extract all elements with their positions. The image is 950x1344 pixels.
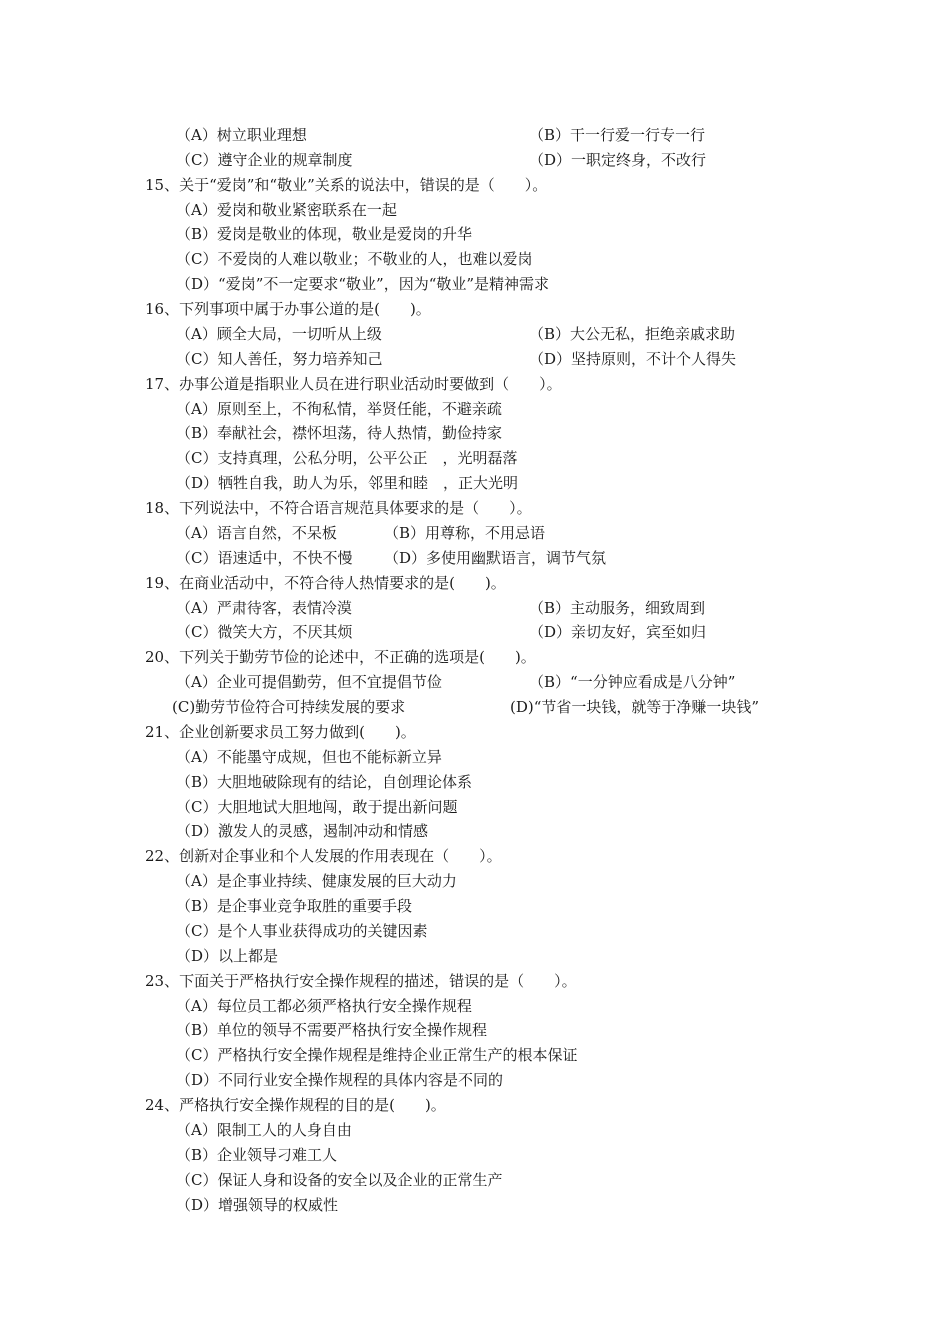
option-d: （D）亲切友好，宾至如归	[529, 623, 707, 641]
option-a: （A）爱岗和敬业紧密联系在一起	[176, 201, 397, 219]
option-a: （A）树立职业理想	[176, 126, 307, 144]
option-a: （A）不能墨守成规，但也不能标新立异	[176, 748, 442, 766]
question-22-stem: 22、创新对企事业和个人发展的作用表现在（ ）。	[145, 847, 502, 865]
option-a: （A）顾全大局，一切听从上级	[176, 325, 382, 343]
option-b: （B）企业领导刁难工人	[176, 1146, 338, 1164]
option-d: （D）一职定终身，不改行	[529, 151, 707, 169]
option-b: （B）是企事业竞争取胜的重要手段	[176, 897, 413, 915]
option-c: （C）大胆地试大胆地闯，敢于提出新问题	[176, 798, 458, 816]
option-row	[172, 695, 760, 720]
option-c: （C）保证人身和设备的安全以及企业的正常生产	[176, 1171, 503, 1189]
option-row	[176, 148, 707, 173]
option-d: （D）“爱岗”不一定要求“敬业”，因为“敬业”是精神需求	[176, 275, 550, 293]
option-d: （D）以上都是	[176, 947, 279, 965]
option-b: （B）用尊称，不用忌语	[384, 524, 546, 542]
option-c: （C）遵守企业的规章制度	[176, 151, 353, 169]
question-23-stem: 23、下面关于严格执行安全操作规程的描述，错误的是（ ）。	[145, 972, 577, 990]
option-a: （A）严肃待客，表情冷漠	[176, 599, 352, 617]
option-b: （B）大公无私，拒绝亲戚求助	[529, 325, 736, 343]
question-16-stem: 16、下列事项中属于办事公道的是( )。	[145, 300, 431, 318]
option-c: （C）微笑大方，不厌其烦	[176, 623, 353, 641]
option-d: (D)“节省一块钱，就等于净赚一块钱”	[510, 698, 760, 716]
option-row	[176, 521, 546, 546]
option-b: （B）“一分钟应看成是八分钟”	[529, 673, 736, 691]
option-c: （C）严格执行安全操作规程是维持企业正常生产的根本保证	[176, 1046, 578, 1064]
question-24-stem: 24、严格执行安全操作规程的目的是( )。	[145, 1096, 446, 1114]
option-row	[176, 123, 706, 148]
option-a: （A）限制工人的人身自由	[176, 1121, 352, 1139]
option-row	[176, 670, 736, 695]
option-b: （B）爱岗是敬业的体现，敬业是爱岗的升华	[176, 225, 473, 243]
option-a: （A）原则至上，不徇私情，举贤任能，不避亲疏	[176, 400, 502, 418]
option-b: （B）大胆地破除现有的结论，自创理论体系	[176, 773, 473, 791]
option-c: （C）是个人事业获得成功的关键因素	[176, 922, 428, 940]
question-19-stem: 19、在商业活动中，不符合待人热情要求的是( )。	[145, 574, 506, 592]
question-21-stem: 21、企业创新要求员工努力做到( )。	[145, 723, 416, 741]
option-d: （D）不同行业安全操作规程的具体内容是不同的	[176, 1071, 504, 1089]
option-a: （A）企业可提倡勤劳，但不宜提倡节俭	[176, 673, 442, 691]
option-b: （B）单位的领导不需要严格执行安全操作规程	[176, 1021, 488, 1039]
question-18-stem: 18、下列说法中，不符合语言规范具体要求的是（ ）。	[145, 499, 532, 517]
option-a: （A）语言自然，不呆板	[176, 524, 337, 542]
option-d: （D）坚持原则，不计个人得失	[529, 350, 737, 368]
question-20-stem: 20、下列关于勤劳节俭的论述中，不正确的选项是( )。	[145, 648, 536, 666]
option-a: （A）每位员工都必须严格执行安全操作规程	[176, 997, 472, 1015]
option-b: （B）奉献社会，襟怀坦荡，待人热情，勤俭持家	[176, 424, 503, 442]
option-c: (C)勤劳节俭符合可持续发展的要求	[172, 698, 406, 716]
question-15-stem: 15、关于“爱岗”和“敬业”关系的说法中，错误的是（ ）。	[145, 176, 548, 194]
option-c: （C）知人善任，努力培养知己	[176, 350, 383, 368]
option-row	[176, 546, 607, 571]
option-c: （C）不爱岗的人难以敬业；不敬业的人，也难以爱岗	[176, 250, 533, 268]
option-a: （A）是企事业持续、健康发展的巨大动力	[176, 872, 457, 890]
option-row	[176, 596, 706, 621]
option-d: （D）牺牲自我，助人为乐，邻里和睦 ，正大光明	[176, 474, 519, 492]
option-row	[176, 620, 707, 645]
option-d: （D）增强领导的权威性	[176, 1196, 339, 1214]
option-b: （B）主动服务，细致周到	[529, 599, 706, 617]
question-17-stem: 17、办事公道是指职业人员在进行职业活动时要做到（ ）。	[145, 375, 562, 393]
option-d: （D）激发人的灵感，遏制冲动和情感	[176, 822, 429, 840]
option-d: （D）多使用幽默语言，调节气氛	[384, 549, 607, 567]
option-c: （C）支持真理，公私分明，公平公正 ，光明磊落	[176, 449, 518, 467]
option-row	[176, 347, 737, 372]
option-b: （B）干一行爱一行专一行	[529, 126, 706, 144]
option-row	[176, 322, 736, 347]
option-c: （C）语速适中，不快不慢	[176, 549, 353, 567]
